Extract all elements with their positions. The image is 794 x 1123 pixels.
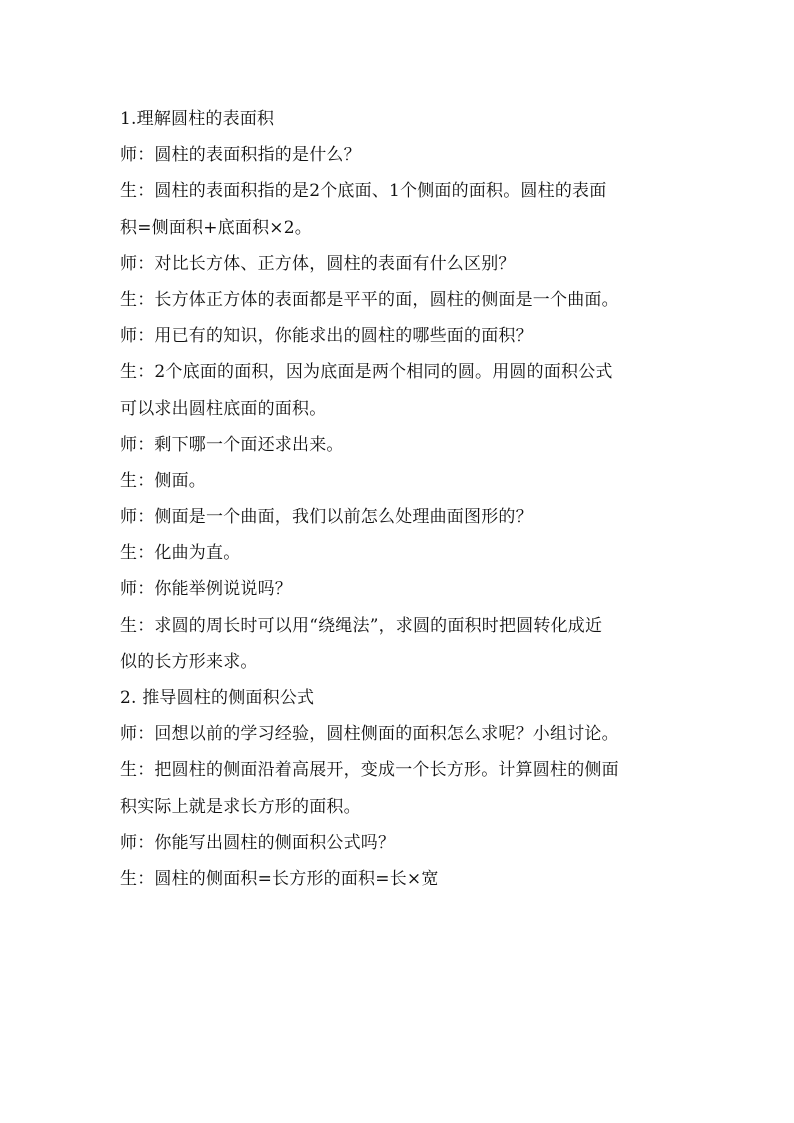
section-heading-2: 2. 推导圆柱的侧面积公式 [120,688,315,708]
document-body [120,101,680,897]
dialogue-line-continuation: 可以求出圆柱底面的面积。 [120,398,327,419]
dialogue-line: 生：长方体正方体的表面都是平平的面，圆柱的侧面是一个曲面。 [120,289,619,310]
dialogue-line: 师：你能举例说说吗？ [120,579,292,600]
dialogue-line: 师：回想以前的学习经验，圆柱侧面的面积怎么求呢？小组讨论。 [120,724,619,745]
dialogue-line: 师：圆柱的表面积指的是什么？ [120,145,361,166]
dialogue-line: 生：化曲为直。 [120,543,241,564]
dialogue-line: 师：侧面是一个曲面，我们以前怎么处理曲面图形的？ [120,507,533,528]
dialogue-line: 师：剩下哪一个面还求出来。 [120,434,344,455]
dialogue-line: 生：侧面。 [120,470,206,491]
dialogue-line: 生：圆柱的表面积指的是2个底面、1个侧面的面积。圆柱的表面 [120,181,607,202]
section-heading-1: 1.理解圆柱的表面积 [120,109,275,129]
dialogue-line: 生：2个底面的面积，因为底面是两个相同的圆。用圆的面积公式 [120,362,613,383]
dialogue-line: 师：你能写出圆柱的侧面积公式吗？ [120,832,396,853]
dialogue-line: 生：圆柱的侧面积=长方形的面积=长×宽 [120,868,439,889]
dialogue-line: 生：把圆柱的侧面沿着高展开，变成一个长方形。计算圆柱的侧面 [120,760,619,781]
dialogue-line-continuation: 积=侧面积+底面积×2。 [120,217,312,238]
dialogue-line: 师：对比长方体、正方体，圆柱的表面有什么区别？ [120,253,516,274]
dialogue-line-continuation: 似的长方形来求。 [120,651,258,672]
dialogue-line: 师：用已有的知识，你能求出的圆柱的哪些面的面积？ [120,326,533,347]
dialogue-line-continuation: 积实际上就是求长方形的面积。 [120,796,361,817]
dialogue-line: 生：求圆的周长时可以用“绕绳法”，求圆的面积时把圆转化成近 [120,615,603,636]
